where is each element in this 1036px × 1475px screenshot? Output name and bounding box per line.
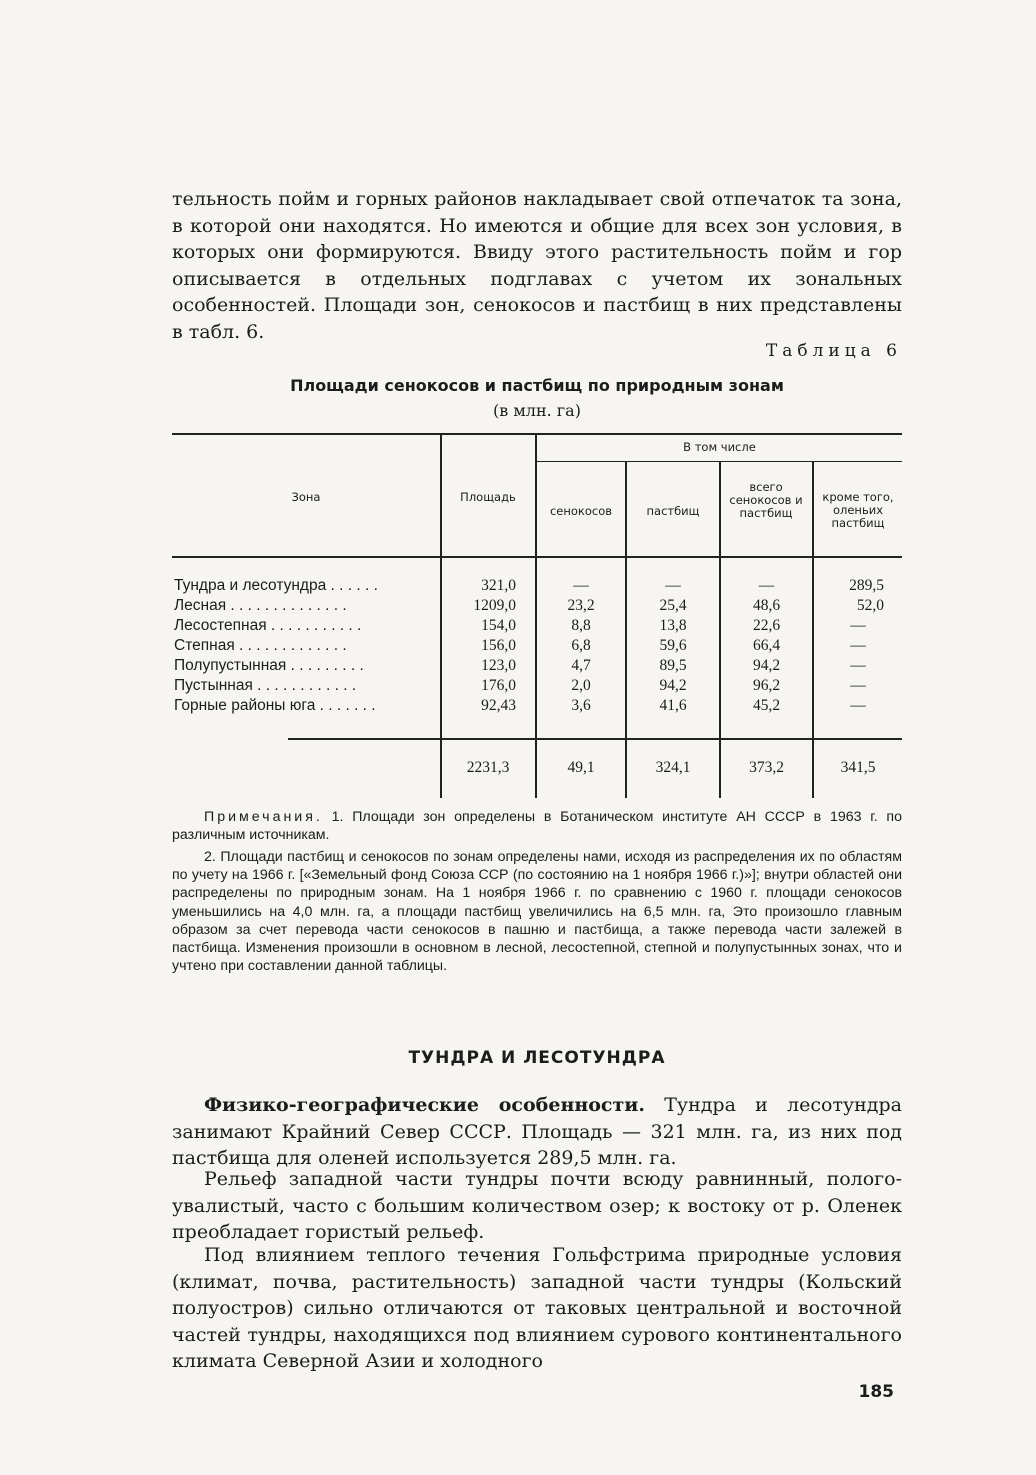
paragraph-lead: Физико-географические особенности.	[204, 1094, 645, 1116]
header-hay: сенокосов	[549, 504, 613, 518]
note-1: Примечания. 1. Площади зон определены в Ботаническом институте АН СССР в 1963 г. по различным источникам.	[172, 809, 902, 844]
header-pasture: пастбищ	[646, 504, 700, 518]
table-units: (в млн. га)	[493, 401, 581, 420]
intro-paragraph: тельность пойм и горных районов накладывает свой отпечаток та зона, в которой они находятся. Но имеются и общие для всех зон условия, в которых они формируются. Ввиду этого растительность пойм и гор описывается в отдельных подглавах с учетом их зональных особенностей. Площади зон, сенокосов и пастбищ в них представлены в табл. 6.	[172, 188, 902, 343]
note-2: 2. Площади пастбищ и сенокосов по зонам определены нами, исходя из распределения их по областям по учету на 1966 г. [«Земельный фонд Союза ССР (по состоянию на 1 ноября 1966 г.)»]; внутри областей они распределены по природным зонам. На 1 ноября 1966 г. по сравнению с 1960 г. площади сенокосов уменьшились на 4,0 млн. га, а площади пастбищ увеличились на 6,5 млн. га, Это произошло главным образом за счет перевода части сенокосов в пашню и пастбища, а также перевода части залежей в пастбища. Изменения произошли в основном в лесной, лесостепной, степной и полупустынных зонах, что и учтено при составлении данной таблицы.	[172, 849, 902, 975]
paragraph-physgeo: Физико-географические особенности. Тундра и лесотундра занимают Крайний Север СССР. Площадь — 321 млн. га, из них под пастбища для оленей используется 289,5 млн. га.	[172, 1094, 902, 1169]
page-number: 185	[858, 1382, 894, 1402]
areas-table: Зона Площадь В том числе сенокосов пастбищ всего сенокосов и пастбищ кроме того, оленьих пастбищ Тундра и лесотундра . . . . . . 321,0 — — — 289,5 Лесная . . . . . . . . . . . . . . 1209,0 23,2 25,4 48,6 52,0 Лесостепная . . . . . . . . . . . 154,0 8,8 13,8 22,6 — Степная . . . . . . . . . . . . . 156,0 6,8 59,6 66,4 — Полупустынная . . . . . . . . . 123,0 4,7 89,5 94,2 — Пустынная . . . . . . . . . . . . 176,0 2,0 94,2 96,2 — Горные районы юга . . . . . . . 92,43 3,6 41,6 45,2 — 2231,3 49,1 324,1 373,2 341,5	[172, 433, 902, 803]
section-title: ТУНДРА И ЛЕСОТУНДРА	[408, 1048, 666, 1068]
paragraph-gulfstream: Под влиянием теплого течения Гольфстрима природные условия (климат, почва, растительность) западной части тундры (Кольский полуостров) сильно отличаются от таковых центральной и восточной частей тундры, находящихся под влиянием сурового континентального климата Северной Азии и холодного	[172, 1244, 902, 1372]
notes-label: Примечания.	[204, 809, 323, 825]
header-including: В том числе	[683, 440, 756, 454]
header-reindeer: кроме того, оленьих пастбищ	[822, 490, 894, 530]
paragraph-relief: Рельеф западной части тундры почти всюду равнинный, полого-увалистый, часто с большим количеством озер; к востоку от р. Оленек преобладает гористый рельеф.	[172, 1168, 902, 1243]
table-title: Площади сенокосов и пастбищ по природным зонам	[290, 376, 784, 395]
table-number: Таблица 6	[765, 341, 902, 361]
header-zone: Зона	[291, 490, 321, 504]
header-area: Площадь	[460, 490, 516, 504]
header-total: всего сенокосов и пастбищ	[729, 480, 803, 520]
